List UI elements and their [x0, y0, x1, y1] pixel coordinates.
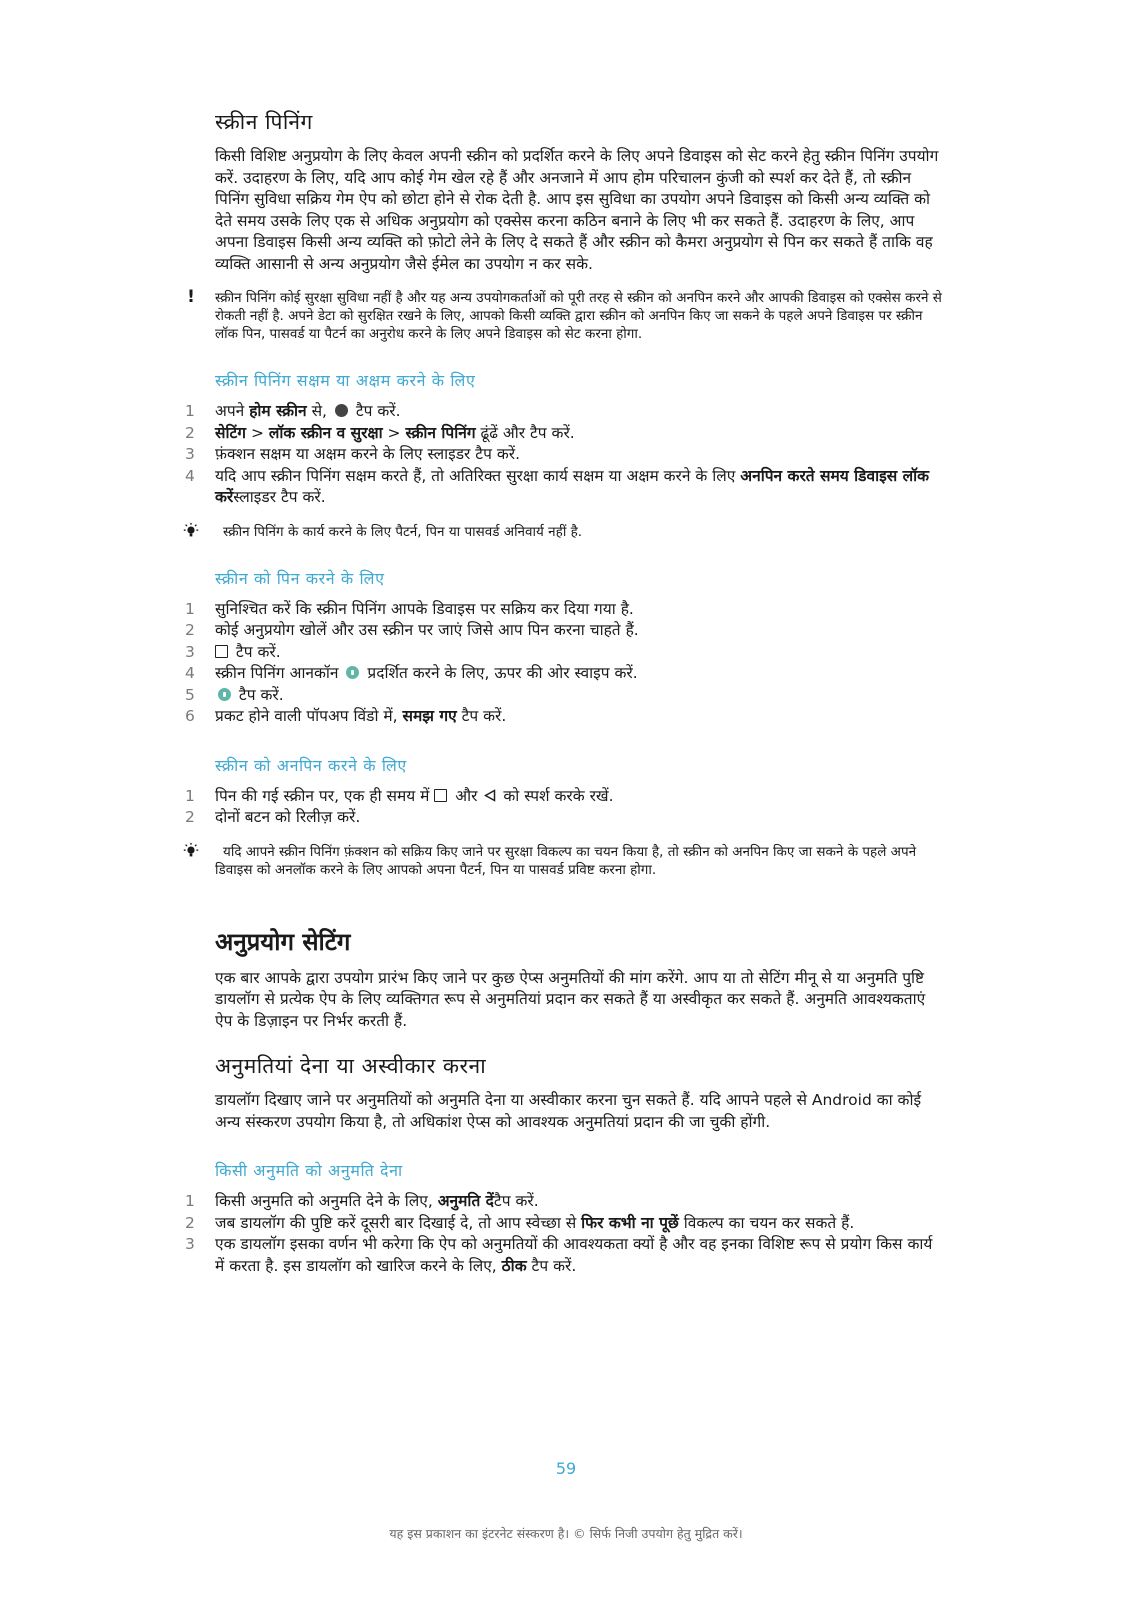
list-item: 1 किसी अनुमति को अनुमति देने के लिए, अनुमति देंटैप करें.: [185, 1192, 539, 1210]
back-triangle-icon: [484, 789, 496, 802]
pin-icon: [346, 666, 359, 679]
enable-steps-list: [185, 401, 945, 509]
page-number: 59: [555, 1459, 577, 1478]
warning-note: [187, 287, 945, 343]
list-item: 1 अपने होम स्क्रीन से, टैप करें.: [185, 402, 401, 420]
list-item: 2 सेटिंग > लॉक स्क्रीन व सुरक्षा > स्क्रीन पिनिंग ढूंढें और टैप करें.: [185, 423, 575, 442]
tip-text: यदि आपने स्क्रीन पिनिंग फ़ंक्शन को सक्रिय किए जाने पर सुरक्षा विकल्प का चयन किया है, तो स्क्रीन को अनपिन किए जा सकने के पहले अपने डिवाइस को अनलॉक करने के लिए आपको अपना पैटर्न, पिन या पासवर्ड प्रविष्ट करना होगा.: [215, 843, 917, 878]
subsection-title-pin: स्क्रीन को पिन करने के लिए: [215, 568, 385, 588]
list-item: 1 सुनिश्चित करें कि स्क्रीन पिनिंग आपके डिवाइस पर सक्रिय कर दिया गया है.: [185, 599, 634, 618]
subsection-title-grant: किसी अनुमति को अनुमति देना: [215, 1161, 403, 1180]
app-settings-paragraph: एक बार आपके द्वारा उपयोग प्रारंभ किए जाने पर कुछ ऐप्स अनुमतियों की मांग करेंगे. आप या तो सेटिंग मीनू से या अनुमति पुष्टि डायलॉग से प्रत्येक ऐप के लिए व्यक्तिगत रूप से अनुमतियां प्रदान कर सकते हैं या अस्वीकृत कर सकते हैं. अनुमति आवश्यकताएं ऐप के डिज़ाइन पर निर्भर करती हैं.: [215, 968, 926, 1030]
page-footer: यह इस प्रकाशन का इंटरनेट संस्करण है। © सिर्फ निजी उपयोग हेतु मुद्रित करें।: [389, 1526, 743, 1541]
lightbulb-icon: [181, 522, 201, 544]
tip-note-enable: [215, 523, 945, 541]
subsection-title-unpin: स्क्रीन को अनपिन करने के लिए: [215, 755, 407, 775]
lightbulb-icon: [181, 842, 201, 864]
list-item: 2 जब डायलॉग की पुष्टि करें दूसरी बार दिखाई दे, तो आप स्वेच्छा से फिर कभी ना पूछें विकल्प का चयन कर सकते हैं.: [185, 1213, 855, 1232]
pin-icon: [218, 688, 231, 701]
list-item: 1 पिन की गई स्क्रीन पर, एक ही समय में और को स्पर्श करके रखें.: [185, 786, 614, 805]
list-item: 3 एक डायलॉग इसका वर्णन भी करेगा कि ऐप को अनुमतियों की आवश्यकता क्यों है और वह इनका विशिष्ट रूप से प्रयोग किस कार्य में करता है. इस डायलॉग को खारिज करने के लिए, ठीक टैप करें.: [185, 1235, 933, 1275]
unpin-steps-list: [185, 786, 945, 829]
app-grid-icon: [335, 404, 348, 417]
list-item: 5 टैप करें.: [185, 685, 284, 704]
section-title-permissions: अनुमतियां देना या अस्वीकार करना: [215, 1054, 487, 1078]
subsection-title-enable: स्क्रीन पिनिंग सक्षम या अक्षम करने के लिए: [215, 371, 476, 390]
list-item: 4 स्क्रीन पिनिंग आनकॉन प्रदर्शित करने के लिए, ऊपर की ओर स्वाइप करें.: [185, 664, 638, 682]
screen-pinning-paragraph: किसी विशिष्ट अनुप्रयोग के लिए केवल अपनी स्क्रीन को प्रदर्शित करने के लिए अपने डिवाइस को सेट करने हेतु स्क्रीन पिनिंग उपयोग करें. उदाहरण के लिए, यदि आप कोई गेम खेल रहे हैं और अनजाने में आप होम परिचालन कुंजी को स्पर्श कर देते हैं, तो स्क्रीन पिनिंग सुविधा सक्रिय गेम ऐप को छोटा होने से रोक देती है. आप इस सुविधा का उपयोग अपने डिवाइस को किसी अन्य व्यक्ति को देते समय उसके लिए एक से अधिक अनुप्रयोग को एक्सेस करना कठिन बनाने के लिए भी कर सकते हैं. उदाहरण के लिए, आप अपना डिवाइस किसी अन्य व्यक्ति को फ़ोटो लेने के लिए दे सकते हैं और स्क्रीन को कैमरा अनुप्रयोग से पिन कर सकते हैं ताकि वह व्यक्ति आसानी से अन्य अनुप्रयोग जैसे ईमेल का उपयोग न कर सके.: [215, 147, 939, 273]
list-item: 2 दोनों बटन को रिलीज़ करें.: [185, 808, 361, 826]
section-title-app-settings: अनुप्रयोग सेटिंग: [215, 927, 351, 956]
list-item: 3 टैप करें.: [185, 642, 281, 661]
permissions-paragraph: डायलॉग दिखाए जाने पर अनुमतियों को अनुमति देना या अस्वीकार करना चुन सकते हैं. यदि आपने पहले से Android का कोई अन्य संस्करण उपयोग किया है, तो अधिकांश ऐप्स को आवश्यक अनुमतियां प्रदान की जा चुकी होंगी.: [215, 1091, 922, 1131]
list-item: 4 यदि आप स्क्रीन पिनिंग सक्षम करते हैं, तो अतिरिक्त सुरक्षा कार्य सक्षम या अक्षम करने के लिए अनपिन करते समय डिवाइस लॉक करेंस्लाइडर टैप करें.: [185, 466, 930, 506]
overview-square-icon: [215, 645, 228, 658]
pin-steps-list: [185, 599, 945, 728]
section-title-screen-pinning: स्क्रीन पिनिंग: [215, 110, 313, 134]
warning-text: स्क्रीन पिनिंग कोई सुरक्षा सुविधा नहीं है और यह अन्य उपयोगकर्ताओं को पूरी तरह से स्क्रीन को अनपिन करने और आपकी डिवाइस को एक्सेस करने से रोकती नहीं है. अपने डेटा को सुरक्षित रखने के लिए, आपको किसी व्यक्ति द्वारा स्क्रीन को अनपिन किए जा सकने के पहले अपने डिवाइस पर स्क्रीन लॉक पिन, पासवर्ड या पैटर्न का अनुरोध करने के लिए अपने डिवाइस को सेट करना होगा.: [215, 290, 942, 342]
exclamation-icon: !: [187, 287, 195, 307]
list-item: 6 प्रकट होने वाली पॉपअप विंडो में, समझ गए टैप करें.: [185, 707, 507, 725]
overview-square-icon: [434, 789, 447, 802]
list-item: 2 कोई अनुप्रयोग खोलें और उस स्क्रीन पर जाएं जिसे आप पिन करना चाहते हैं.: [185, 621, 639, 639]
tip-note-unpin: [215, 843, 945, 879]
tip-text: स्क्रीन पिनिंग के कार्य करने के लिए पैटर्न, पिन या पासवर्ड अनिवार्य नहीं है.: [223, 523, 583, 540]
grant-steps-list: [185, 1191, 945, 1277]
list-item: 3 फ़ंक्शन सक्षम या अक्षम करने के लिए स्लाइडर टैप करें.: [185, 445, 520, 463]
page-content: [185, 108, 945, 1277]
